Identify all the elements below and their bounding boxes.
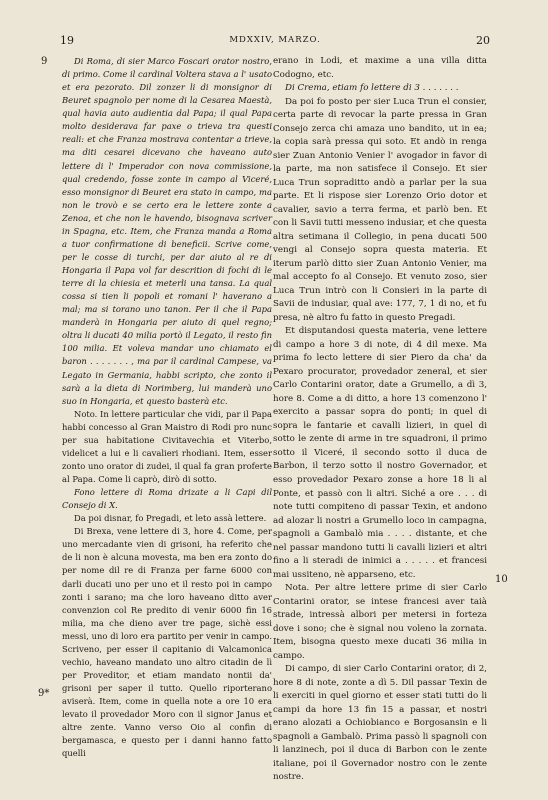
- paragraph: erano in Lodi, et maxime a una villa ditta Codogno, etc.: [273, 56, 487, 80]
- margin-number-left-top: 9: [41, 56, 48, 67]
- paragraph: Da poi fo posto per sier Luca Trun el consier, certa parte di revocar la parte pressa in Gran Consejo zerca chi amaza uno bandito, ut in ea; la copia sarà pressa qui soto. Et andò in renga sier Zuan Antonio Venier l' avogador in favor di la parte, ma non satisfece il Consejo. Et sier Luca Trun sopraditto andò a parlar per la sua parte. Et li rispose sier Lorenzo Orio dotor et cavalier, savio a terra ferma, et parlò ben. Et con li Savii tutti messeno indusiar, et che questa altra setimana il Collegio, in pena ducati 500 vengi al Consejo sopra questa materia. Et iterum parlò ditto sier Zuan Antonio Venier, ma mal accepto fo al Consejo. Et venuto zoso, sier Luca Trun intrò con li Consieri in la parte di Savii de indusiar, qual ave: 177, 7, 1 di no, et fu presa, nè altro fu fatto in questo Pregadi.: [273, 96, 487, 323]
- paragraph: Fono lettere di Roma drizate a li Capi dil Consejo di X.: [62, 487, 272, 511]
- paragraph: Di Roma, di sier Marco Foscari orator nostro, di primo. Come il cardinal Voltera stava a l' usato et era pezorato. Dil zonzer li di monsignor di Beuret spagnolo per nome di la Cesarea Maestà, qual havia auto audientia dal Papa; il qual Papa molto desiderava far paxe o trieva tra questi reali: et che Franza mostrava contentar a trieve, ma diti cesarei dicevano che haveano auto lettere di l' Imperador con nova commissione, qual credendo, fosse zonte in campo al Viceré, esso monsignor di Beuret era stato in campo, ma non le trovò e se certo era le lettere zonte a Zenoa, et che non le havendo, bisognava scriver in Spagna, etc. Item, che Franza manda a Roma a tuor confirmatione di beneficii. Scrive come, per le cosse di turchi, per dar aiuto al re di Hongaria il Papa vol far descrition di fochi di le terre di la chiesia et meterli una tansa. La qual cossa si tien li popoli et romani l' haverano a mal; ma si torano uno tanon. Per il che il Papa manderà in Hongaria per aiuto di quel regno; oltra li ducati 40 milia portò il Legato, il resto fin 100 milia. Et voleva mandar uno chiamato el baron . . . . . . . , ma par il cardinal Campese, va Legato in Germania, habbi scripto, che zonto il sarà a la dieta di Norimberg, lui manderà uno suo in Hongaria, et questo basterà etc.: [62, 56, 272, 406]
- left-column: [62, 55, 272, 760]
- paragraph: Di campo, di sier Carlo Contarini orator, di 2, hore 8 di note, zonte a dì 5. Dil passar Texin de li exerciti in quel giorno et esser stati tutti do li campi da hore 13 fin 15 a passar, et nostri erano alozati a Ochiobianco e Borgosansin e li spagnoli a Gambalò. Prima passò li spagnoli con li lanzinech, poi il duca di Barbon con le zente italiane, poi il Governador nostro con le zente nostre.: [273, 664, 487, 783]
- paragraph: Da poi disnar, fo Pregadi, et leto assà lettere.: [74, 513, 267, 524]
- page-number-right: 20: [476, 34, 490, 47]
- margin-number-left-bottom: 9*: [38, 688, 50, 699]
- page-number-left: 19: [60, 34, 74, 47]
- right-column: [273, 55, 487, 785]
- margin-number-right: 10: [495, 574, 508, 585]
- paragraph: Di Brexa, vene lettere di 3, hore 4. Come, per uno mercadante vien di grisoni, ha referito che de li non è alcuna movesta, ma ben era zonto do per nome dil re di Franza per farne 6000 con darli ducati uno per uno et il resto poi in campo zonti i sarano; ma che loro haveano ditto aver convenzion col Re predito di venir 6000 fin 16 milia, ma che dieno aver tre page, sichè essi messi, uno di loro era partito per venir in campo. Scriveno, per esser il capitanio di Valcamonica vechio, haveano mandato uno altro citadin de lì per Proveditor, et etiam mandato nontii da' grisoni per saper il tutto. Quello riporterano aviserà. Item, come in quella note a ore 10 era levato il provedador Moro con il signor Janus et altre zente. Vanno verso Oio al confin di bergamasca, e questo per i danni hanno fatto quelli: [62, 526, 272, 759]
- paragraph: Nota. Per altre lettere prime di sier Carlo Contarini orator, se intese francesi aver taià strade, intressà albori per metersi in forteza dove i sono; che è signal nou voleno la zornata. Item, bisogna questo mexe ducati 36 milia in campo.: [273, 583, 487, 661]
- paragraph: Noto. In lettere particular che vidi, par il Papa habbi concesso al Gran Maistro di Rodi pro nunc per sua habitatione Civitavechia et Viterbo, videlicet a lui e li cavalieri rhodiani. Item, esser zonto uno orator di zudei, il qual fa gran proferte al Papa. Come li caprò, dirò di sotto.: [62, 408, 272, 484]
- paragraph: Di Crema, etiam fo lettere di 3 . . . . . . .: [285, 83, 459, 94]
- paragraph: Et disputandosi questa materia, vene lettere di campo a hore 3 di note, di 4 dil mexe. Ma prima fo lecto lettere di sier Piero da cha' da Pexaro procurator, provedador zeneral, et sier Carlo Contarini orator, date a Grumello, a dì 3, hore 8. Come a di ditto, a hore 13 comenzono l' exercito a passar sopra do ponti; in quel di sopra le fantarie et cavalli lizieri, in quel di sotto le zente di arme in tre squadroni, il primo sotto il Viceré, il secondo sotto il duca de Barbon, il terzo sotto il nostro Governador, et esso provedador Pexaro zonse a hore 18 li al Ponte, et passò con li altri. Siché a ore . . . di note tutti compiteno di passar Texin, et andono ad alozar li nostri a Grumello loco in campagna, spagnoli a Gambalò mia . . . . distante, et che nel passar mandono tutti li cavalli lizieri et altri fino a li steradi de inimici a . . . . . et francesi mai ussiteno, nè apparseno, etc.: [273, 326, 487, 580]
- page-header: [60, 34, 490, 50]
- running-title: MDXXIV, MARZO.: [229, 35, 321, 45]
